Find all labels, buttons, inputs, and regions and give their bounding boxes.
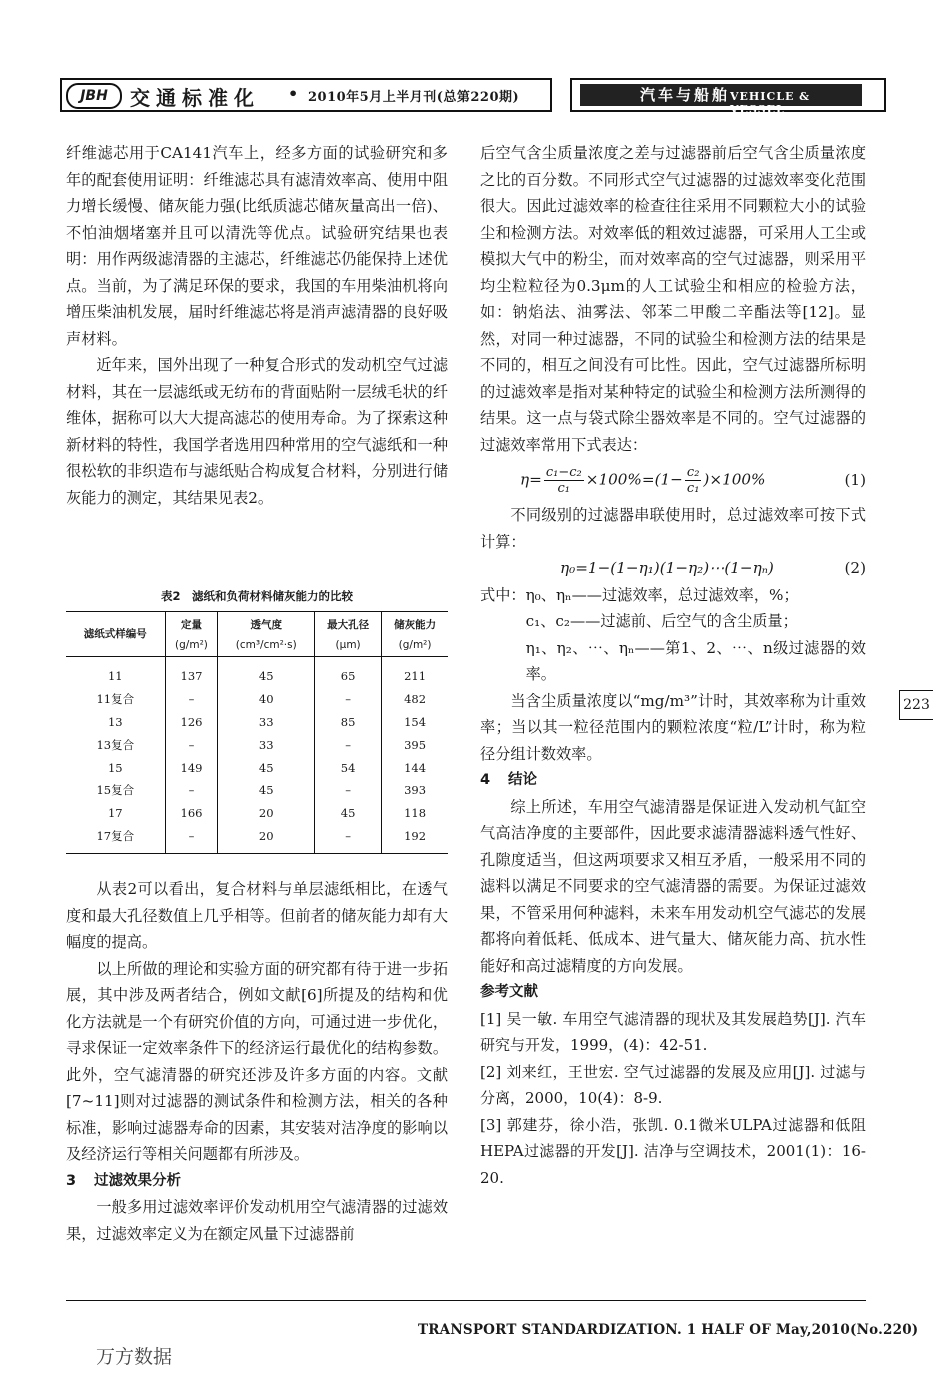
table-header-cell: 储灰能力 (g/m²): [382, 612, 448, 657]
references-heading: 参考文献: [480, 984, 538, 1000]
section-banner: [570, 78, 886, 116]
table-cell: 40: [218, 688, 315, 711]
table-cell: 211: [382, 657, 448, 688]
watermark: 万方数据: [96, 1346, 173, 1368]
left-column-top: [66, 140, 448, 511]
table-cell: 15: [107, 760, 123, 775]
table-cell: –: [165, 779, 218, 802]
table-cell: 11: [107, 669, 123, 684]
header-separator: •: [288, 84, 299, 103]
table-cell: 192: [382, 825, 448, 854]
table-cell: 20: [218, 802, 315, 825]
table-cell: –: [315, 779, 382, 802]
footer-text: TRANSPORT STANDARDIZATION. 1 HALF OF May,2010(No.220): [418, 1322, 919, 1338]
paragraph: 近年来，国外出现了一种复合形式的发动机空气过滤材料，其在一层滤纸或无纺布的背面贴附一层绒毛状的纤维体，据称可以大大提高滤芯的使用寿命。为了探索这种新材料的特性，我国学者选用四种常用的空气滤纸和一种很松软的非织造布与滤纸贴合构成复合材料，分别进行储灰能力的测定，其结果见表2。: [66, 356, 448, 507]
table-cell: 144: [382, 756, 448, 779]
table-cell: 149: [165, 756, 218, 779]
table-header-cell: 透气度 (cm³/cm²·s): [218, 612, 315, 657]
equation-2: η₀=1−(1−η₁)(1−η₂)⋯(1−ηₙ) (2): [480, 555, 866, 582]
table-cell: –: [165, 733, 218, 756]
table-cell: 395: [382, 733, 448, 756]
table-cell: 54: [315, 756, 382, 779]
section-heading: 4 结论: [480, 772, 537, 788]
reference-item: [1] 吴一敏. 车用空气滤清器的现状及其发展趋势[J]. 汽车研究与开发，1999，(4)：42-51.: [480, 1009, 866, 1054]
footer-rule: [66, 1300, 866, 1301]
left-column-bottom: [66, 876, 448, 1247]
symbol-definition: c₁、c₂——过滤前、后空气的含尘质量；: [525, 612, 798, 630]
right-column: [480, 140, 866, 1191]
section-name-en: VEHICLE & VESSEL: [730, 90, 811, 116]
reference-item: [2] 刘来红，王世宏. 空气过滤器的发展及应用[J]. 过滤与分离，2000，10(4)：8-9.: [480, 1062, 866, 1107]
table-cell: 154: [382, 711, 448, 734]
table-row: [66, 711, 448, 734]
references-list: [480, 1006, 866, 1192]
equation-number: (1): [844, 470, 866, 489]
table-cell: –: [315, 688, 382, 711]
data-table: [66, 611, 448, 854]
table-cell: 13: [107, 714, 123, 729]
reference-item: [3] 郭建芬，徐小浩，张凯. 0.1微米ULPA过滤器和低阻HEPA过滤器的开发[J]. 洁净与空调技术，2001(1)：16-20.: [480, 1115, 866, 1187]
journal-banner: [60, 78, 552, 112]
table-header-cell: 定量 (g/m²): [165, 612, 218, 657]
table-cell: 65: [315, 657, 382, 688]
paragraph: 以上所做的理论和实验方面的研究都有待于进一步拓展，其中涉及两者结合，例如文献[6]所提及的结构和优化方法就是一个有研究价值的方向，可通过进一步优化，寻求保证一定效率条件下的经济运行最优化的结构参数。此外，空气滤清器的研究还涉及许多方面的内容。文献[7~11]则对过滤器的测试条件和检测方法，相关的各种标准，影响过滤器寿命的因素，其安装对洁净度的影响以及经济运行等相关问题都有所涉及。: [66, 959, 448, 1163]
table-cell: 393: [382, 779, 448, 802]
table-caption: 表2 滤纸和负荷材料储灰能力的比较: [161, 589, 353, 603]
table-cell: 45: [315, 802, 382, 825]
table-cell: –: [315, 825, 382, 854]
paragraph: 综上所述，车用空气滤清器是保证进入发动机气缸空气高洁净度的主要部件，因此要求滤清器滤料透气性好、孔隙度适当，但这两项要求又相互矛盾，一般采用不同的滤料以满足不同要求的空气滤清器的需要。为保证过滤效果，不管采用何种滤料，未来车用发动机空气滤芯的发展都将向着低耗、低成本、进气量大、储灰能力高、抗水性能好和高过滤精度的方向发展。: [480, 797, 866, 975]
paragraph: 不同级别的过滤器串联使用时，总过滤效率可按下式计算：: [480, 506, 866, 551]
table-cell: 137: [165, 657, 218, 688]
table-row: [66, 756, 448, 779]
table-cell: 118: [382, 802, 448, 825]
table-cell: 33: [218, 711, 315, 734]
table-cell: 17复合: [66, 825, 165, 854]
table-header-cell: 滤纸式样编号: [66, 612, 165, 657]
table-row: [66, 733, 448, 756]
table-cell: 11复合: [96, 692, 135, 707]
table-cell: 45: [218, 657, 315, 688]
table-cell: 482: [382, 688, 448, 711]
section-heading: 3 过滤效果分析: [66, 1172, 181, 1189]
table-row: [66, 688, 448, 711]
table-row: [66, 779, 448, 802]
journal-name: 交通标准化: [130, 86, 260, 110]
paragraph: 从表2可以看出，复合材料与单层滤纸相比，在透气度和最大孔径数值上几乎相等。但前者的储灰能力却有大幅度的提高。: [66, 880, 448, 951]
equation-number: (2): [844, 559, 866, 577]
table-header-cell: 最大孔径 (μm): [315, 612, 382, 657]
table-cell: 17: [107, 806, 123, 821]
paragraph: 后空气含尘质量浓度之差与过滤器前后空气含尘质量浓度之比的百分数。不同形式空气过滤器的过滤效率变化范围很大。因此过滤效率的检查往往采用不同颗粒大小的试验尘和检测方法。对效率低的粗效过滤器，可采用人工尘或模拟大气中的粉尘，而对效率高的空气过滤器，则采用平均尘粒粒径为0.3μm的人工试验尘和相应的检验方法，如：钠焰法、油雾法、邻苯二甲酸二辛酯法等[12]。显然，对同一种过滤器，不同的试验尘和检测方法的结果是不同的，相互之间没有可比性。因此，空气过滤器所标明的过滤效率是指对某种特定的试验尘和检测方法所测得的结果。这一点与袋式除尘器效率是不同的。空气过滤器的过滤效率常用下式表达：: [480, 144, 866, 454]
paragraph: 纤维滤芯用于CA141汽车上，经多方面的试验研究和多年的配套使用证明：纤维滤芯具有滤清效率高、使用中阻力增长缓慢、储灰能力强(比纸质滤芯储灰量高出一倍)、不怕油烟堵塞并且可以清洗等优点。试验研究结果也表明：用作两级滤清器的主滤芯，纤维滤芯仍能保持上述优点。当前，为了满足环保的要求，我国的车用柴油机将向增压柴油机发展，届时纤维滤芯将是消声滤清器的良好吸声材料。: [66, 144, 448, 348]
paragraph: 当含尘质量浓度以“mg/m³”计时，其效率称为计重效率；当以其一粒径范围内的颗粒浓度“粒/L”计时，称为粒径分组计数效率。: [480, 691, 866, 763]
table-cell: –: [165, 688, 218, 711]
table-cell: 20: [218, 825, 315, 854]
table-cell: –: [315, 733, 382, 756]
table-row: [66, 825, 448, 854]
section-name: 汽车与船舶: [640, 86, 731, 104]
table-cell: 45: [218, 779, 315, 802]
equation-1: η= $\frac{\text{c₁−c₂}}{\text{c₁}}$ ×100%=(1− $\frac{\text{c₂}}{\text{c₁}}$ )×100% (1): [520, 464, 866, 496]
page-header: [60, 78, 880, 116]
table-cell: 85: [315, 711, 382, 734]
table-cell: 15复合: [96, 783, 135, 798]
paragraph: 一般多用过滤效率评价发动机用空气滤清器的过滤效果，过滤效率定义为在额定风量下过滤器前: [66, 1198, 448, 1243]
page-number: 223: [899, 690, 933, 720]
table-cell: 13复合: [96, 737, 135, 752]
table-cell: 45: [218, 756, 315, 779]
table-cell: 166: [165, 802, 218, 825]
symbol-definition: 式中：η₀、ηₙ——过滤效率，总过滤效率，%；: [480, 585, 799, 604]
table-cell: 126: [165, 711, 218, 734]
table-cell: –: [165, 825, 218, 854]
table-row: [66, 802, 448, 825]
table-row: [66, 657, 448, 688]
symbol-definition: η₁、η₂、⋯、ηₙ——第1、2、⋯、n级过滤器的效率。: [525, 638, 866, 683]
table-cell: 33: [218, 733, 315, 756]
issue-info: 2010年5月上半月刊(总第220期): [308, 90, 520, 105]
journal-logo: JBH: [66, 83, 122, 109]
